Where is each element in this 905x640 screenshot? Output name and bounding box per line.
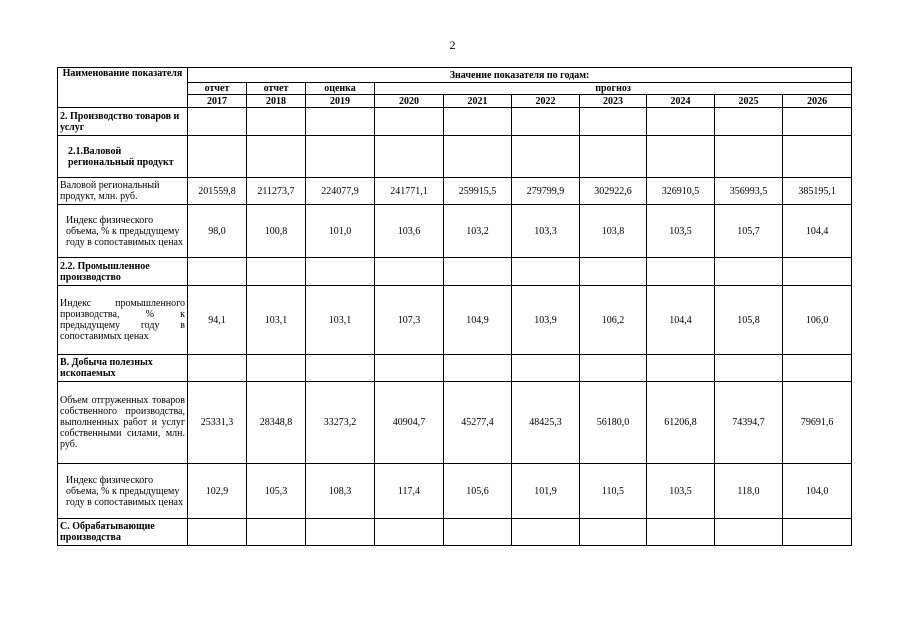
value-cell (580, 519, 647, 546)
value-cell: 40904,7 (375, 382, 444, 464)
value-cell (715, 519, 783, 546)
value-cell (715, 258, 783, 286)
value-cell: 101,0 (306, 205, 375, 258)
value-cell: 107,3 (375, 286, 444, 355)
value-cell (783, 136, 852, 178)
value-cell (444, 355, 512, 382)
value-cell: 106,2 (580, 286, 647, 355)
value-cell (512, 258, 580, 286)
value-cell (715, 136, 783, 178)
value-cell: 104,4 (783, 205, 852, 258)
value-cell (444, 258, 512, 286)
value-cell (647, 519, 715, 546)
value-cell (306, 355, 375, 382)
section-title: C. Обрабатывающие производства (58, 519, 188, 546)
value-cell: 104,9 (444, 286, 512, 355)
value-cell: 105,7 (715, 205, 783, 258)
table-row (58, 286, 852, 355)
value-cell: 94,1 (188, 286, 247, 355)
value-cell: 28348,8 (247, 382, 306, 464)
value-cell (580, 355, 647, 382)
value-cell (647, 355, 715, 382)
value-cell: 103,8 (580, 205, 647, 258)
value-cell: 33273,2 (306, 382, 375, 464)
value-cell: 211273,7 (247, 178, 306, 205)
value-cell (580, 108, 647, 136)
value-cell (783, 355, 852, 382)
value-cell (247, 519, 306, 546)
value-cell: 103,5 (647, 464, 715, 519)
value-cell: 108,3 (306, 464, 375, 519)
value-cell: 56180,0 (580, 382, 647, 464)
indicators-table (57, 67, 852, 546)
row-label: Объем отгруженных товаров собственного производства, выполненных работ и услуг собственными силами, млн. руб. (58, 382, 188, 464)
header-year-2017: 2017 (188, 95, 247, 108)
row-label: Индекс физического объема, % к предыдущему году в сопоставимых ценах (58, 464, 188, 519)
value-cell: 61206,8 (647, 382, 715, 464)
value-cell (580, 136, 647, 178)
value-cell: 100,8 (247, 205, 306, 258)
section-row (58, 108, 852, 136)
table-row (58, 464, 852, 519)
value-cell (306, 258, 375, 286)
value-cell: 224077,9 (306, 178, 375, 205)
header-report-2017: отчет (188, 83, 247, 95)
value-cell (512, 136, 580, 178)
value-cell: 98,0 (188, 205, 247, 258)
value-cell (647, 108, 715, 136)
section-row (58, 136, 852, 178)
value-cell: 356993,5 (715, 178, 783, 205)
header-estimate: оценка (306, 83, 375, 95)
value-cell: 201559,8 (188, 178, 247, 205)
value-cell (512, 519, 580, 546)
value-cell (715, 355, 783, 382)
header-year-2023: 2023 (580, 95, 647, 108)
header-forecast: прогноз (375, 83, 852, 95)
value-cell: 326910,5 (647, 178, 715, 205)
value-cell: 103,2 (444, 205, 512, 258)
header-indicator-name: Наименование показателя (58, 68, 188, 108)
header-year-2020: 2020 (375, 95, 444, 108)
section-title: 2. Производство товаров и услуг (58, 108, 188, 136)
value-cell (188, 108, 247, 136)
value-cell: 103,3 (512, 205, 580, 258)
value-cell (512, 355, 580, 382)
value-cell (647, 136, 715, 178)
section-title: 2.2. Промышленное производство (58, 258, 188, 286)
value-cell (188, 136, 247, 178)
table-row (58, 205, 852, 258)
value-cell: 103,1 (306, 286, 375, 355)
value-cell (715, 108, 783, 136)
value-cell (647, 258, 715, 286)
value-cell (306, 136, 375, 178)
value-cell: 104,4 (647, 286, 715, 355)
row-label: Индекс физического объема, % к предыдущему году в сопоставимых ценах (58, 205, 188, 258)
header-year-2018: 2018 (247, 95, 306, 108)
value-cell (444, 136, 512, 178)
value-cell: 385195,1 (783, 178, 852, 205)
value-cell: 102,9 (188, 464, 247, 519)
value-cell: 101,9 (512, 464, 580, 519)
value-cell: 241771,1 (375, 178, 444, 205)
value-cell: 74394,7 (715, 382, 783, 464)
section-row (58, 258, 852, 286)
value-cell: 105,6 (444, 464, 512, 519)
value-cell: 25331,3 (188, 382, 247, 464)
value-cell (783, 258, 852, 286)
value-cell (375, 258, 444, 286)
value-cell (247, 136, 306, 178)
value-cell: 105,8 (715, 286, 783, 355)
value-cell: 103,9 (512, 286, 580, 355)
value-cell (580, 258, 647, 286)
value-cell (306, 519, 375, 546)
value-cell (247, 258, 306, 286)
value-cell: 103,5 (647, 205, 715, 258)
section-row (58, 355, 852, 382)
row-label: Валовой региональный продукт, млн. руб. (58, 178, 188, 205)
value-cell (306, 108, 375, 136)
value-cell: 105,3 (247, 464, 306, 519)
header-values-title: Значение показателя по годам: (188, 68, 852, 83)
value-cell: 79691,6 (783, 382, 852, 464)
value-cell (783, 519, 852, 546)
value-cell (247, 355, 306, 382)
section-title: 2.1.Валовой региональный продукт (58, 136, 188, 178)
header-year-2021: 2021 (444, 95, 512, 108)
page-number: 2 (449, 38, 456, 52)
value-cell: 45277,4 (444, 382, 512, 464)
table-row (58, 178, 852, 205)
section-title: B. Добыча полезных ископаемых (58, 355, 188, 382)
value-cell (375, 108, 444, 136)
section-row (58, 519, 852, 546)
value-cell (188, 258, 247, 286)
value-cell (247, 108, 306, 136)
value-cell (375, 519, 444, 546)
value-cell (375, 136, 444, 178)
value-cell (188, 355, 247, 382)
table-body (58, 108, 852, 546)
header-year-2019: 2019 (306, 95, 375, 108)
value-cell (444, 519, 512, 546)
value-cell: 118,0 (715, 464, 783, 519)
value-cell: 259915,5 (444, 178, 512, 205)
header-year-2026: 2026 (783, 95, 852, 108)
table-row (58, 382, 852, 464)
value-cell: 104,0 (783, 464, 852, 519)
value-cell: 106,0 (783, 286, 852, 355)
value-cell: 103,1 (247, 286, 306, 355)
value-cell (375, 355, 444, 382)
value-cell (783, 108, 852, 136)
header-year-2024: 2024 (647, 95, 715, 108)
value-cell: 117,4 (375, 464, 444, 519)
header-report-2018: отчет (247, 83, 306, 95)
value-cell: 103,6 (375, 205, 444, 258)
header-year-2022: 2022 (512, 95, 580, 108)
value-cell (512, 108, 580, 136)
header-year-2025: 2025 (715, 95, 783, 108)
value-cell: 279799,9 (512, 178, 580, 205)
value-cell: 302922,6 (580, 178, 647, 205)
value-cell (188, 519, 247, 546)
value-cell: 110,5 (580, 464, 647, 519)
row-label: Индекс промышленного производства, % к предыдущему году в сопоставимых ценах (58, 286, 188, 355)
value-cell: 48425,3 (512, 382, 580, 464)
value-cell (444, 108, 512, 136)
